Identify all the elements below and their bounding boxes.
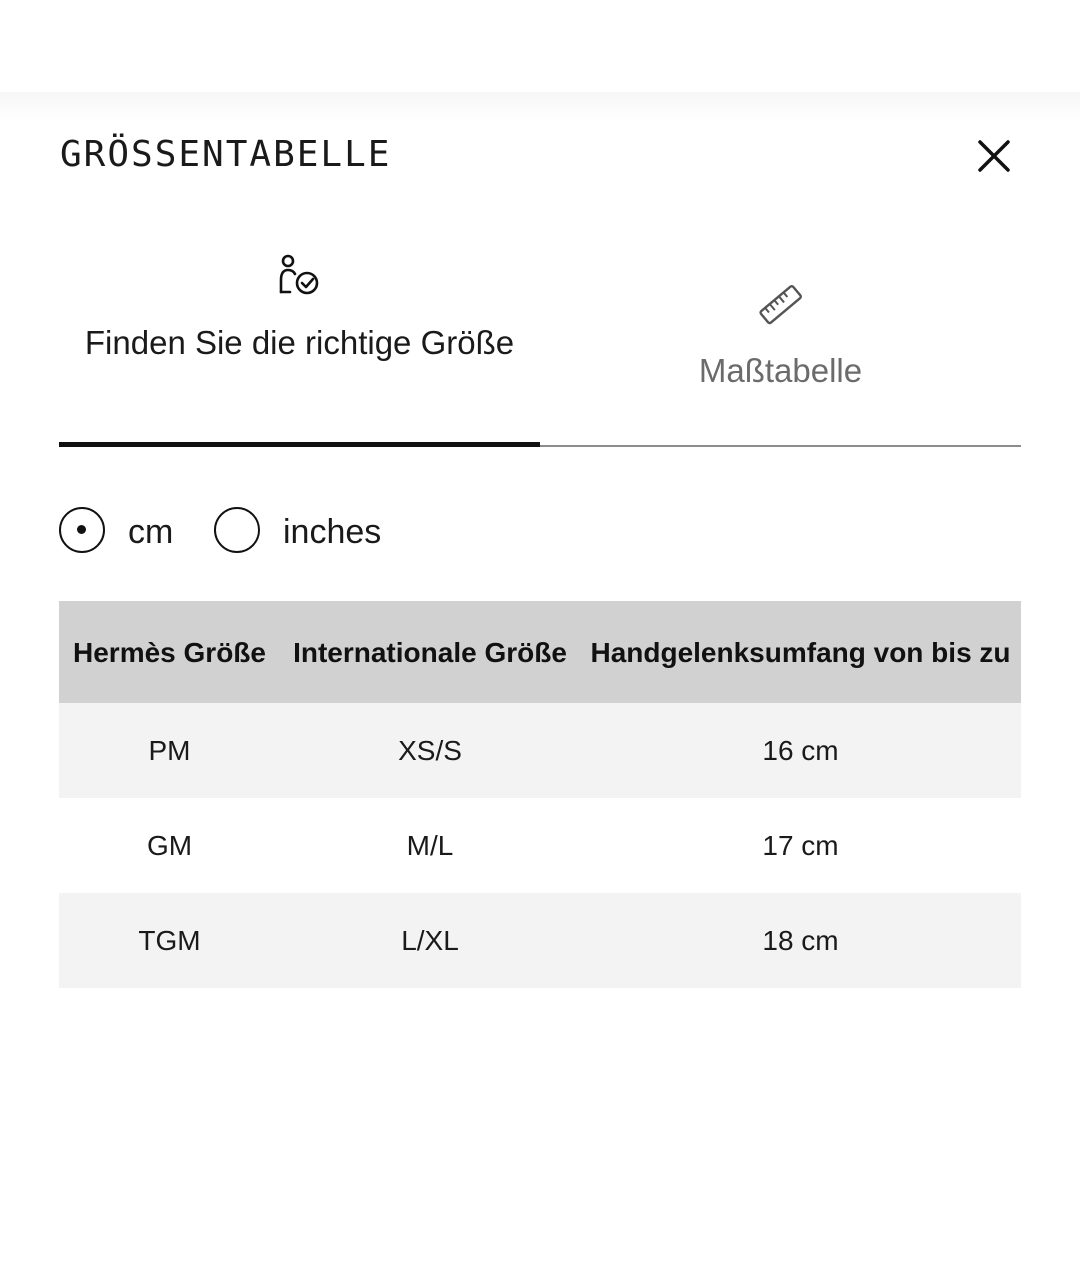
cell-wrist-circumference: 17 cm	[580, 798, 1021, 893]
tab-bar	[59, 240, 1021, 450]
person-check-icon	[276, 252, 324, 300]
cell-international-size: M/L	[280, 798, 580, 893]
ruler-icon	[758, 282, 804, 328]
unit-label-cm: cm	[128, 513, 174, 551]
table-header-row	[59, 601, 1021, 703]
tab-find-size-label: Finden Sie die richtige Größe	[84, 324, 515, 361]
tab-measurement-table[interactable]	[540, 240, 1021, 445]
close-icon	[970, 132, 1018, 180]
radio-dot	[77, 525, 86, 534]
dialog-top-shadow	[0, 92, 1080, 122]
dialog-title: GRÖSSENTABELLE	[60, 134, 392, 175]
cell-wrist-circumference: 18 cm	[580, 893, 1021, 988]
unit-label-inches: inches	[283, 513, 382, 551]
tab-find-size[interactable]	[59, 240, 540, 445]
cell-hermes-size: TGM	[59, 893, 280, 988]
cell-international-size: XS/S	[280, 703, 580, 798]
cell-wrist-circumference: 16 cm	[580, 703, 1021, 798]
size-table	[59, 601, 1021, 988]
close-button[interactable]	[970, 132, 1018, 180]
unit-selector	[59, 506, 559, 558]
table-row	[59, 798, 1021, 893]
tab-active-indicator	[59, 442, 540, 447]
radio-unselected-circle[interactable]	[214, 507, 260, 553]
cell-hermes-size: PM	[59, 703, 280, 798]
cell-international-size: L/XL	[280, 893, 580, 988]
cell-hermes-size: GM	[59, 798, 280, 893]
unit-radio-inches[interactable]	[214, 506, 414, 558]
table-row	[59, 703, 1021, 798]
unit-radio-cm[interactable]	[59, 506, 189, 558]
radio-selected-circle[interactable]	[59, 507, 105, 553]
header-international-size: Internationale Größe	[280, 601, 580, 703]
table-row	[59, 893, 1021, 988]
tab-measurement-table-label: Maßtabelle	[698, 352, 863, 389]
header-hermes-size: Hermès Größe	[59, 601, 280, 703]
header-wrist-circumference: Handgelenksumfang von bis zu	[580, 601, 1021, 703]
